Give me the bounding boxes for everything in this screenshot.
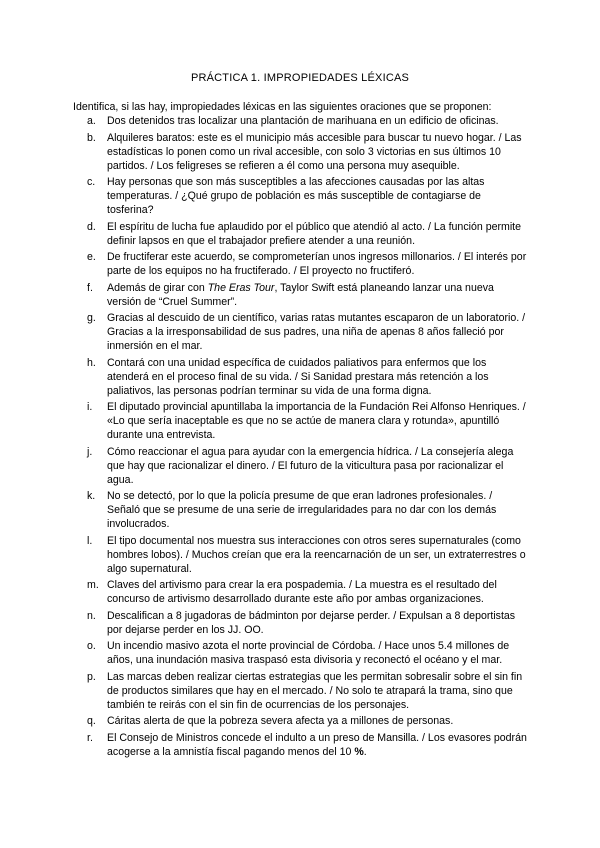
italic-title: The Eras Tour [207, 281, 275, 294]
item-letter: l. [87, 534, 93, 547]
item-letter: a. [87, 115, 96, 127]
item-text: Las marcas deben realizar ciertas estrategias que les permitan sobresalir sobre el sin fin de productos similares que hay en el mercado. / No solo te atrapará la trama, sino que también te reirás con el sin fin de ocurrencias de los personajes. [107, 670, 523, 711]
item-letter: d. [87, 220, 96, 233]
list-item [73, 356, 528, 398]
list-item [73, 714, 528, 728]
item-text-post: , Taylor Swift está planeando lanzar una nueva versión de “Cruel Summer”. [107, 281, 494, 308]
page-title: PRÁCTICA 1. IMPROPIEDADES LÉXICAS [190, 72, 410, 84]
item-letter: k. [87, 490, 96, 502]
item-text: Alquileres baratos: este es el municipio más accesible para buscar tu nuevo hogar. / Las estadísticas lo ponen como un rival accesible, con solo 3 victorias en sus últimos 10 partidos. / Los feligreses se refieren a él como una persona muy asequible. [107, 131, 522, 172]
item-text: Descalifican a 8 jugadoras de bádminton por dejarse perder. / Expulsan a 8 deportistas por dejarse perder en los JJ. OO. [107, 609, 516, 636]
item-text: No se detectó, por lo que la policía presume de que eran ladrones profesionales. / Señaló que se presume de una serie de irregularidades para no dar con los demás involucrados. [107, 490, 497, 530]
item-letter: p. [87, 670, 96, 683]
item-letter: j. [87, 445, 93, 458]
item-text-pre: Además de girar con [107, 281, 208, 294]
item-text: El espíritu de lucha fue aplaudido por el público que atendió al acto. / La función permite definir lapsos en que el trabajador prefiere atender a una reunión. [107, 220, 522, 247]
item-letter: q. [87, 715, 96, 727]
list-item [73, 489, 528, 531]
item-text: Un incendio masivo azota el norte provincial de Córdoba. / Hace unos 5.4 millones de años, una inundación masiva traspasó esta divisoria y reconectó el océano y el mar. [107, 640, 510, 666]
item-text: Dos detenidos tras localizar una plantación de marihuana en un edificio de oficinas. [107, 115, 499, 127]
percent-sign: % [354, 745, 364, 758]
item-letter: m. [87, 579, 99, 591]
list-item [73, 175, 528, 217]
item-letter: i. [87, 401, 93, 413]
list-item [73, 639, 528, 667]
list-item [73, 281, 528, 309]
item-letter: g. [87, 312, 96, 324]
list-item [73, 578, 528, 606]
instructions: Identifica, si las hay, impropiedades léxicas en las siguientes oraciones que se proponen: [73, 101, 492, 113]
item-text-post: . [363, 745, 367, 758]
item-letter: f. [87, 281, 93, 294]
item-letter: r. [87, 731, 93, 744]
item-text [107, 282, 494, 308]
list-item [73, 670, 528, 712]
item-text: El diputado provincial apuntillaba la importancia de la Fundación Rei Alfonso Henriques. / «Lo que sería inaceptable es que no se actúe de manera clara y rotunda», apuntilló durante una entrevista. [107, 401, 526, 441]
item-text: Contará con una unidad específica de cuidados paliativos para enfermos que los atenderá en el proceso final de su vida. / Si Sanidad prestara más retención a los paliativos, las personas podrían terminar su vida de una forma digna. [107, 356, 489, 397]
item-text [107, 732, 527, 758]
item-text: Gracias al descuido de un científico, varias ratas mutantes escaparon de un laboratorio. / Gracias a la irresponsabilidad de sus padres, una niña de apenas 8 años falleció por inmersión en el mar. [107, 312, 526, 352]
item-text: El tipo documental nos muestra sus interacciones con otros seres supernaturales (como hombres lobos). / Muchos creían que era la reencarnación de un ser, un extraterrestres o algo supernatural. [107, 534, 526, 575]
list-item [73, 311, 528, 353]
list-item [73, 609, 528, 637]
item-text: Claves del artivismo para crear la era pospademia. / La muestra es el resultado del concurso de artivismo desarrollado durante este año por ambas organizaciones. [107, 579, 497, 605]
list-item [73, 400, 528, 442]
list-item [73, 731, 528, 759]
list-item [73, 445, 528, 487]
item-letter: o. [87, 640, 96, 652]
item-letter: n. [87, 609, 96, 622]
item-text: Cáritas alerta de que la pobreza severa afecta ya a millones de personas. [107, 715, 454, 727]
item-text: Cómo reaccionar el agua para ayudar con la emergencia hídrica. / La consejería alega que hay que racionalizar el dinero. / El futuro de la viticultura pasa por racionalizar el agua. [107, 445, 514, 486]
item-text: Hay personas que son más susceptibles a las afecciones causadas por las altas temperaturas. / ¿Qué grupo de población es más susceptible de contagiarse de tosferina? [107, 176, 485, 216]
list-item [73, 114, 528, 128]
list-item [73, 220, 528, 248]
item-text-pre: El Consejo de Ministros concede el indulto a un preso de Mansilla. / Los evasores podrán acogerse a la amnistía fiscal pagando menos del 10 [107, 731, 527, 758]
exercise-list [73, 114, 528, 761]
list-item [73, 131, 528, 173]
item-text: De fructiferar este acuerdo, se comprometerían unos ingresos millonarios. / El interés por parte de los equipos no ha fructiferado. / El proyecto no fructiferó. [107, 251, 527, 277]
item-letter: e. [87, 251, 96, 263]
list-item [73, 250, 528, 278]
list-item [73, 534, 528, 576]
item-letter: h. [87, 356, 96, 369]
item-letter: b. [87, 131, 96, 144]
item-letter: c. [87, 176, 96, 188]
